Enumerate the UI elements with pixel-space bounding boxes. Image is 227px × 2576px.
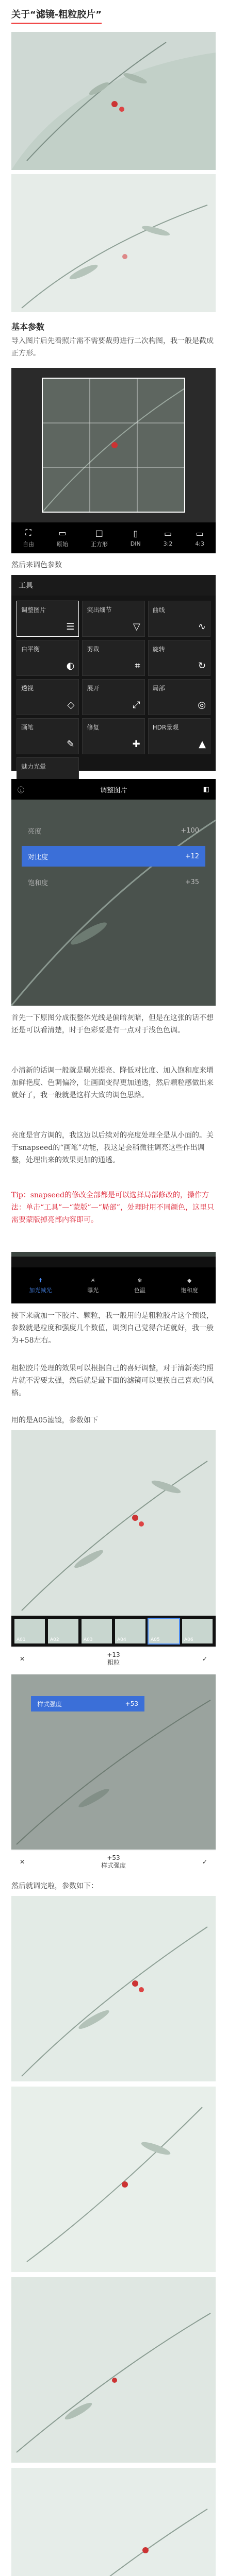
tool-label: 画笔 <box>21 724 34 731</box>
adjust-row-brightness[interactable] <box>22 820 205 841</box>
temperature-icon: ❄ <box>137 1277 142 1284</box>
brush-label: 曝光 <box>87 1286 99 1294</box>
brush-label: 饱和度 <box>181 1286 198 1294</box>
tools-header: 工具 <box>11 575 216 596</box>
crop-option-4-3[interactable] <box>195 529 204 547</box>
adjust-header <box>11 779 216 800</box>
crop-option-label: 3:2 <box>163 540 173 547</box>
adjust-row-contrast[interactable] <box>22 846 205 867</box>
strength-bar-label: 样式强度 <box>101 1861 126 1869</box>
crop-square-icon: □ <box>95 528 103 538</box>
compare-icon[interactable]: ◧ <box>203 785 209 793</box>
tools-grid <box>11 596 216 771</box>
brush-dodge-burn[interactable] <box>29 1277 52 1294</box>
final-photo-4 <box>11 2468 216 2576</box>
tool-expand[interactable] <box>82 679 144 715</box>
apply-button[interactable]: ✓ <box>202 1858 207 1866</box>
paragraph-crop: 导入图片后先看照片需不需要裁剪进行二次构图，我一般是截成正方形。 <box>11 337 214 358</box>
tip-selective: Tip：snapseed的修改全部都是可以选择局部修改的，操作方法：单击“工具”—“蒙版”—“局部”，处理时用不同颜色，这里只需要蒙版掉亮部内容即可。 <box>11 1191 214 1224</box>
crop-3-2-icon: ▭ <box>164 529 172 538</box>
tool-label: 白平衡 <box>21 646 40 653</box>
filter-label: A01 <box>17 1637 26 1642</box>
brush-toolbar <box>11 1267 216 1303</box>
filter-label: A03 <box>84 1637 93 1642</box>
brush-label: 加光减光 <box>29 1286 52 1294</box>
tool-label: 展开 <box>87 685 100 692</box>
tool-label: 剪裁 <box>87 646 100 653</box>
tool-brush[interactable] <box>17 718 79 754</box>
info-icon[interactable]: ⓘ <box>18 786 25 794</box>
tool-label: 突出细节 <box>87 606 112 614</box>
brush-temperature[interactable] <box>134 1277 145 1294</box>
filter-strip <box>11 1616 216 1647</box>
filter-thumb-a01[interactable] <box>14 1619 45 1643</box>
brush-saturation[interactable] <box>181 1277 198 1294</box>
dodge-burn-icon: ⬆ <box>38 1277 43 1284</box>
adjust-row-label: 对比度 <box>28 853 48 861</box>
adjust-row-label: 饱和度 <box>28 879 48 887</box>
perspective-icon: ◇ <box>67 700 75 710</box>
cover-photo <box>11 32 216 170</box>
grain-value: +13 <box>107 1651 120 1658</box>
strength-bar-value: +53 <box>107 1854 120 1861</box>
crop-icon: ⌗ <box>135 660 140 671</box>
tool-curves[interactable] <box>148 601 210 637</box>
tool-rotate[interactable] <box>148 640 210 676</box>
details-icon: ▽ <box>133 621 140 632</box>
adjust-screenshot <box>11 779 216 1006</box>
crop-option-free[interactable] <box>23 528 34 548</box>
filter-thumb-a06[interactable] <box>182 1619 213 1643</box>
brush-icon: ✎ <box>67 739 75 750</box>
adjust-row-value: +12 <box>185 852 199 860</box>
crop-option-label: 原始 <box>56 540 68 548</box>
saturation-icon: ◆ <box>187 1277 192 1284</box>
strength-value-display <box>101 1854 126 1870</box>
selective-icon: ◎ <box>198 700 206 710</box>
cancel-button[interactable]: ✕ <box>20 1858 25 1866</box>
tool-healing[interactable] <box>82 718 144 754</box>
crop-toolbar <box>11 522 216 553</box>
strength-value: +53 <box>125 1700 138 1707</box>
paragraph-grain-2: 粗粒胶片处理的效果可以根据自己的喜好调整，对于清新类的照片就不需要太强，然后就是最下面的滤镜可以更换自己喜欢的风格。 <box>11 1364 214 1397</box>
tool-label: 局部 <box>152 685 165 692</box>
crop-free-icon: ⛶ <box>25 528 31 537</box>
crop-screenshot <box>11 368 216 553</box>
paragraph-adjust-1: 首先一下原图分成很整体光线是偏暗灰暗，但是在这张的话不想还是可以看清楚，时于色彩要是有一点对于浅色色调。 <box>11 1014 214 1035</box>
final-photo-3 <box>11 2277 216 2463</box>
filter-label: A06 <box>184 1637 193 1642</box>
strength-control-bar <box>11 1851 216 1872</box>
tool-label: 调整图片 <box>21 606 46 614</box>
section-basic-heading: 基本参数 <box>11 322 45 332</box>
filter-label: A04 <box>117 1637 126 1642</box>
paragraph-adjust-2: 小清新的话调一般就是曝光提亮、降低对比度、加入饱和度来增加鲜艳度、色调偏冷，让画面变得更加通透，然后颗粒感做出来就好了，我一般就是这样大致的调色思路。 <box>11 1066 214 1099</box>
crop-option-label: 自由 <box>22 541 34 548</box>
crop-option-label: DIN <box>130 540 141 547</box>
final-photo-1 <box>11 1896 216 2081</box>
adjust-row-value: +35 <box>185 878 199 886</box>
adjust-row-saturation[interactable] <box>22 872 205 892</box>
healing-icon: ✚ <box>132 739 140 750</box>
caption-adjust: 然后来调色参数 <box>11 561 62 569</box>
crop-original-icon: ▭ <box>58 528 67 538</box>
crop-option-square[interactable] <box>91 528 108 548</box>
brush-exposure[interactable] <box>87 1277 99 1294</box>
strength-label: 样式强度 <box>37 1700 62 1708</box>
rotate-icon: ↻ <box>198 660 206 671</box>
filter-thumb-a04[interactable] <box>115 1619 145 1643</box>
crop-option-label: 正方形 <box>90 540 108 548</box>
filter-label: A02 <box>50 1637 59 1642</box>
grain-control-bar <box>11 1648 216 1669</box>
crop-option-original[interactable] <box>57 528 68 548</box>
final-photo-2 <box>11 2087 216 2272</box>
cancel-button[interactable]: ✕ <box>20 1655 25 1663</box>
filter-thumb-a02[interactable] <box>48 1619 78 1643</box>
tools-screenshot <box>11 575 216 771</box>
article-title: 关于“滤镜-粗粒胶片” <box>11 7 102 24</box>
crop-option-3-2[interactable] <box>164 529 173 547</box>
original-photo <box>11 174 216 312</box>
crop-4-3-icon: ▭ <box>196 529 204 538</box>
grain-preview-photo <box>11 1430 216 1616</box>
crop-option-label: 4:3 <box>195 540 205 547</box>
tool-label: 透视 <box>21 685 34 692</box>
grain-value-display <box>107 1651 120 1667</box>
tool-details[interactable] <box>82 601 144 637</box>
adjust-title: 调整图片 <box>100 786 127 794</box>
adjust-row-value: +100 <box>181 826 199 835</box>
style-strength-pill[interactable] <box>31 1696 144 1711</box>
tool-white-balance[interactable] <box>17 640 79 676</box>
adjust-icon: ☰ <box>66 621 75 632</box>
caption-done: 然后就调完啦，参数如下： <box>11 1882 98 1890</box>
paragraph-brush: 亮度是官方调的，我这边以后续对的亮度处理全是从小面的。关于snapseed的“画笔”功能，我这是会稍微往调亮这些作出调整，处理出来的效果更加的通透。 <box>11 1131 214 1164</box>
tool-adjust-image[interactable] <box>17 601 79 637</box>
tool-crop[interactable] <box>82 640 144 676</box>
tool-label: HDR景观 <box>152 724 179 731</box>
exposure-icon: ☀ <box>90 1277 96 1284</box>
expand-icon: ⤢ <box>133 700 140 710</box>
hdr-icon: ▲ <box>199 739 206 750</box>
filter-thumb-a03[interactable] <box>82 1619 112 1643</box>
tool-label: 魅力光晕 <box>21 763 46 770</box>
tool-label: 曲线 <box>152 606 165 614</box>
tool-perspective[interactable] <box>17 679 79 715</box>
filter-label: A05 <box>151 1637 160 1642</box>
curves-icon: ∿ <box>198 621 206 632</box>
tool-selective[interactable] <box>148 679 210 715</box>
grain-label: 粗粒 <box>107 1658 120 1666</box>
brush-label: 色温 <box>134 1286 145 1294</box>
white-balance-icon: ◐ <box>66 660 75 671</box>
brush-screenshot <box>11 1252 216 1303</box>
caption-filter: 用的是A05滤镜，参数如下 <box>11 1416 98 1425</box>
apply-button[interactable]: ✓ <box>202 1655 207 1663</box>
tool-label: 旋转 <box>152 646 165 653</box>
filter-thumb-a05[interactable] <box>149 1619 179 1643</box>
adjust-row-label: 亮度 <box>28 827 42 836</box>
tool-hdr[interactable] <box>148 718 210 754</box>
crop-din-icon: ▯ <box>133 529 138 538</box>
paragraph-grain: 接下来就加一下胶片、颗粒，我一般用的是粗粒胶片这个预设，参数就是粒度和强度几个数值，调到自己觉得合适就好，我一般为+58左右。 <box>11 1312 214 1345</box>
tool-label: 修复 <box>87 724 100 731</box>
crop-option-din[interactable] <box>131 529 141 547</box>
